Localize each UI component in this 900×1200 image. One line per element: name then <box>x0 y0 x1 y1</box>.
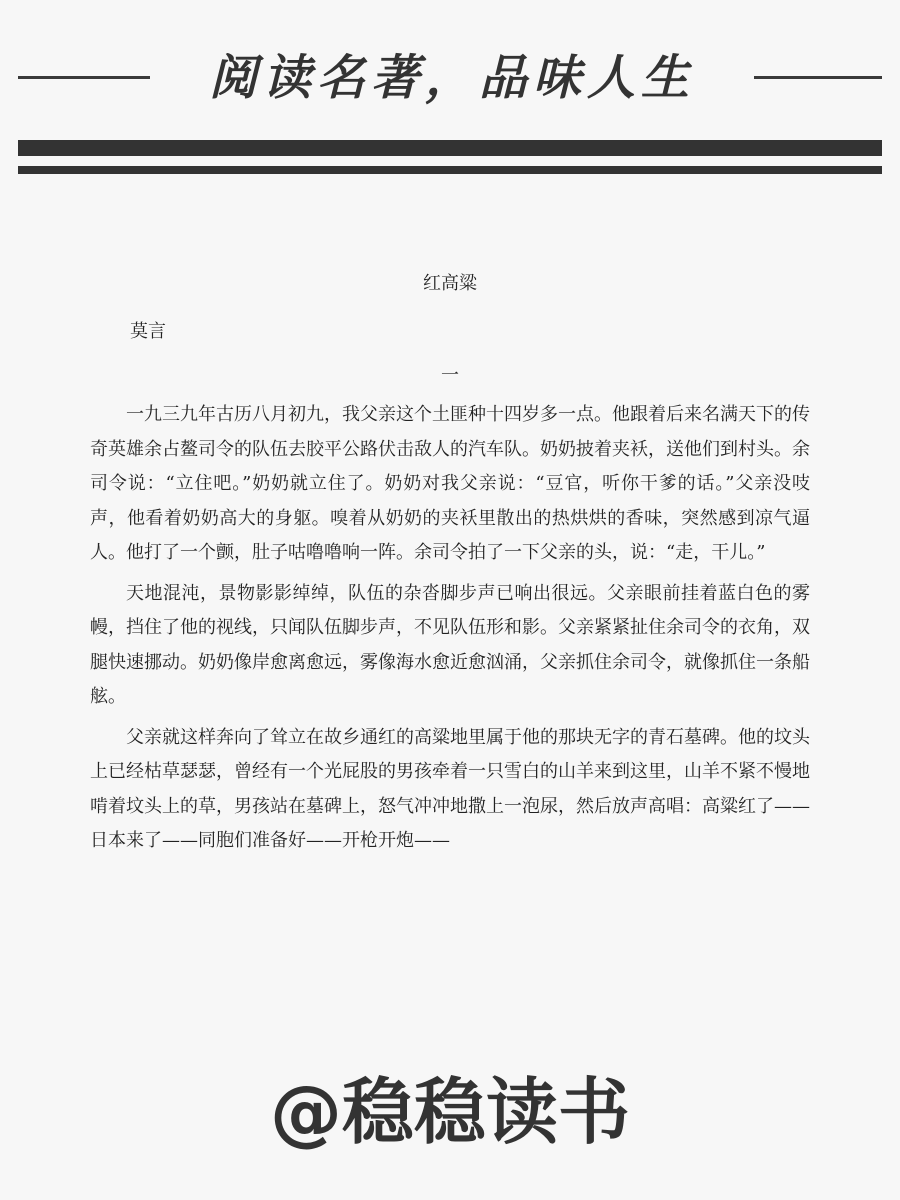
header-slogan: 阅读名著，品味人生 <box>208 50 695 106</box>
header-thin-divider <box>18 166 882 174</box>
header-left-rule <box>18 76 150 79</box>
paragraph: 一九三九年古历八月初九，我父亲这个土匪种十四岁多一点。他跟着后来名满天下的传奇英雄余占鳌司令的队伍去胶平公路伏击敌人的汽车队。奶奶披着夹袄，送他们到村头。余司令说：“立住吧。”奶奶就立住了。奶奶对我父亲说：“豆官，听你干爹的话。”父亲没吱声，他看着奶奶高大的身躯。嗅着从奶奶的夹袄里散出的热烘烘的香味，突然感到凉气逼人。他打了一个颤，肚子咕噜噜响一阵。余司令拍了一下父亲的头，说：“走，干儿。” <box>90 404 810 563</box>
account-watermark: @稳稳读书 <box>269 1070 630 1154</box>
paragraph: 父亲就这样奔向了耸立在故乡通红的高粱地里属于他的那块无字的青石墓碑。他的坟头上已经枯草瑟瑟，曾经有一个光屁股的男孩牵着一只雪白的山羊来到这里，山羊不紧不慢地啃着坟头上的草，男孩站在墓碑上，怒气冲冲地撒上一泡尿，然后放声高唱：高粱红了——日本来了——同胞们准备好——开枪开炮—— <box>90 726 810 851</box>
header-thick-divider <box>18 140 882 156</box>
article-body <box>90 264 810 859</box>
article-author: 莫言 <box>130 321 166 342</box>
header-right-rule <box>754 76 882 79</box>
article-title: 红高粱 <box>423 273 477 294</box>
header-banner <box>18 40 882 120</box>
paragraph: 天地混沌，景物影影绰绰，队伍的杂沓脚步声已响出很远。父亲眼前挂着蓝白色的雾幔，挡住了他的视线，只闻队伍脚步声，不见队伍形和影。父亲紧紧扯住余司令的衣角，双腿快速挪动。奶奶像岸愈离愈远，雾像海水愈近愈汹涌，父亲抓住余司令，就像抓住一条船舷。 <box>90 582 810 707</box>
chapter-number: 一 <box>441 365 459 386</box>
